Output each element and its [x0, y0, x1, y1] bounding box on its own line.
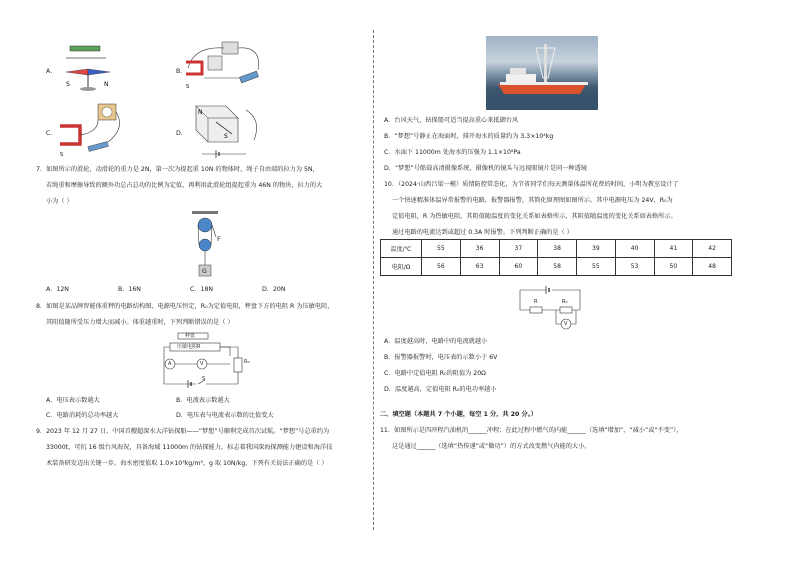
q10-r0-label: R₀ [562, 299, 568, 305]
table-cell: 50 [654, 258, 693, 276]
table-header-resistance: 电阻/Ω [381, 258, 422, 276]
table-cell: 40 [615, 240, 654, 258]
q7-option-c: C．18N [190, 286, 214, 293]
q10-option-d: D．温度越高，定值电阻 R₀的电功率越小 [384, 386, 497, 393]
table-cell: 38 [538, 240, 577, 258]
table-cell: 55 [577, 258, 616, 276]
q10-r-label: R [534, 299, 538, 305]
q8-option-b: B．电流表示数越大 [176, 397, 230, 404]
table-cell: 42 [693, 240, 732, 258]
q10-option-c: C．电路中定值电阻 R₀的阻值为 20Ω [384, 370, 486, 377]
q10-text-line2: 一个快速精准体温异常报警的电路，报警器报警，其简化原理图如图所示。其中电源电压为 24V，R₀为 [392, 197, 673, 204]
q7-text-line1: 7．如图所示的滑轮，动滑轮的重力是 2N，第一次为提起重 10N 的物体时，绳子自由端的拉力为 5N， [36, 166, 319, 173]
table-header-temperature: 温度/℃ [381, 240, 422, 258]
motor-circuit-figure [186, 100, 266, 160]
table-cell: 41 [654, 240, 693, 258]
q10-option-a: A．温度越高时，电路中的电流就越小 [384, 338, 488, 345]
table-cell: 39 [577, 240, 616, 258]
svg-text:N: N [104, 81, 109, 88]
svg-text:N: N [198, 109, 203, 116]
svg-text:S: S [60, 152, 64, 158]
q11-text-line2: 这是通过______（选填“热传递”或“做功”）的方式改变燃气内能的大小。 [392, 443, 591, 450]
q9-option-a: A．台风天气，钻探船可适当提高重心来抵御台风 [384, 117, 519, 124]
q9-text-line2: 33000t，可抗 16 级台风海况，具备海域 11000m 的钻探能力，标志着我国深海探测能力建设和海洋技 [46, 444, 333, 451]
q8-ammeter-label: A [168, 361, 172, 367]
q7-option-b: B．16N [118, 286, 141, 293]
q8-option-d: D．电压表与电流表示数的比值变大 [176, 412, 274, 419]
q10-text-line3: 定值电阻，R 为热敏电阻，其阻值随温度的变化关系如表格所示，其阻值随温度的变化关系如表格所示。 [392, 213, 677, 220]
q6-option-d-label: D． [176, 130, 187, 137]
table-cell: 60 [499, 258, 538, 276]
compass-needle-figure [58, 42, 120, 94]
svg-text:S: S [224, 133, 228, 140]
q11-text-line1: 11．如图所示是四冲程汽油机的______冲程；在此过程中燃气的内能______（选填“增加”、“减小”或“不变”）， [380, 427, 683, 434]
q8-r0-label: R₀ [244, 359, 250, 365]
q7-text-line3: 小为（ ） [46, 198, 73, 205]
table-cell: 53 [615, 258, 654, 276]
column-divider [373, 30, 374, 530]
q8-text-line2: 其阻值随所受压力增大而减小。体重越重时，下列判断错误的是（ ） [46, 319, 234, 326]
q7-option-d: D．20N [262, 286, 286, 293]
q9-option-d: D．“梦想”号船载高清摄像系统，摄像机的镜头与远视眼镜片是同一种透镜 [384, 165, 587, 172]
q7-text-line2: 若绳重和摩擦导致的额外功总占总功的比例为定值，再利用此滑轮组提起重为 46N 的物块，拉力的大 [46, 182, 323, 189]
table-cell: 56 [422, 258, 461, 276]
q6-option-c-label: C． [46, 130, 57, 137]
table-cell: 37 [499, 240, 538, 258]
q7-weight-label: G [202, 268, 207, 275]
table-cell: 48 [693, 258, 732, 276]
pulley-figure [188, 211, 228, 283]
q8-pan-label: 秤盘 [185, 333, 196, 339]
table-row-resistance [381, 258, 732, 276]
q9-text-line3: 术装备研发迈出关键一步。海水密度值取 1.0×10³kg/m³，g 取 10N/kg，下列有关说法正确的是（ ） [46, 460, 328, 467]
svg-text:S: S [66, 81, 70, 88]
table-cell: 63 [460, 258, 499, 276]
generator-circuit-figure [184, 38, 266, 96]
q6-option-b-label: B． [176, 68, 187, 75]
q9-text-line1: 9．2023 年 12 月 27 日，中国首艘超深水大洋钻探船——“梦想”号顺利完成首次试航。“梦想”号总重约为 [36, 428, 330, 435]
q10-text-line1: 10．（2024·山西吕梁一模）质情防控常态化，为节省同学们每天测量体温所花费的时间，小明为教室设计了 [384, 181, 679, 188]
temperature-resistance-table [380, 239, 732, 276]
q8-pressure-resistor-label: 压敏电阻R [177, 344, 201, 350]
q8-switch-label: S [202, 376, 206, 382]
table-cell: 36 [460, 240, 499, 258]
section-2-title: 二、填空题（本题共 7 个小题，每空 1 分，共 20 分。） [380, 411, 537, 418]
galvanometer-figure [58, 100, 128, 160]
svg-text:N: N [64, 132, 69, 139]
drilling-ship-photo [486, 36, 598, 110]
q6-option-a-label: A． [46, 68, 57, 75]
q10-voltmeter-label: V [564, 321, 568, 327]
q8-text-line1: 8．如图是某品牌智能体重秤的电路结构图，电源电压恒定，R₀为定值电阻，秤盘下方的电阻 R 为压敏电阻， [36, 303, 334, 310]
alarm-circuit-figure [516, 284, 586, 332]
q9-option-c: C．水面下 11000m 处海水的压强为 1.1×10⁸Pa [384, 149, 521, 156]
table-cell: 58 [538, 258, 577, 276]
q10-text-line4: 通过电路的电流达到或超过 0.3A 时报警。下列判断正确的是（ ） [392, 229, 573, 236]
q10-option-b: B．报警器报警时，电压表的示数小于 6V [384, 354, 498, 361]
q8-voltmeter-label: V [200, 361, 204, 367]
svg-text:S: S [186, 84, 190, 90]
table-cell: 55 [422, 240, 461, 258]
q8-option-c: C．电路消耗的总功率越大 [46, 412, 119, 419]
q9-option-b: B．“梦想”号静止在海面时，排开海水的质量约为 3.3×10⁴kg [384, 133, 554, 140]
table-row-temperature [381, 240, 732, 258]
q7-force-label: F [217, 236, 221, 243]
q7-option-a: A．12N [46, 286, 69, 293]
q8-option-a: A．电压表示数越大 [46, 397, 100, 404]
